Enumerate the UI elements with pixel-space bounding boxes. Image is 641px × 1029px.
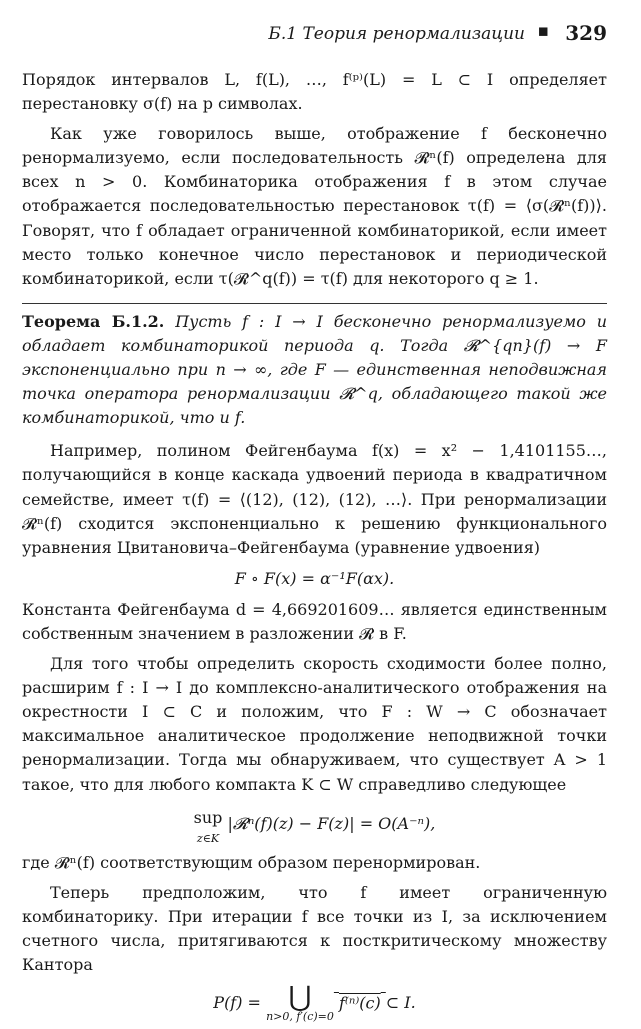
theorem-rule — [22, 303, 607, 304]
sup-operator — [194, 803, 223, 845]
section-title: Б.1 Теория ренормализации — [268, 24, 525, 44]
cantor-lhs: P(f) = — [213, 993, 261, 1013]
sup-subscript: z∈K — [196, 831, 220, 845]
closure-overline — [266, 980, 386, 1024]
theorem-statement: Пусть f : I → I бесконечно ренормализуемо и обладает комбинаторикой периода q. Тогда 𝓡^{qn}(f) → F экспоненциально при n → ∞, где F — единственная неподвижная точка оператора ренормализации 𝓡^q, обладающего такой же комбинаторикой, что и f. — [22, 311, 607, 428]
union-subscript: n>0, f′(c)=0 — [266, 1010, 334, 1024]
equation-doubling: F ∘ F(x) = α⁻¹F(αx). — [234, 568, 395, 588]
theorem-block — [22, 310, 607, 430]
theorem-heading: Теорема Б.1.2. — [22, 311, 165, 331]
running-header — [22, 18, 607, 48]
page-number: 329 — [565, 21, 607, 45]
paragraph-6: где 𝓡ⁿ(f) соответствующим образом перенормирован. — [22, 852, 481, 872]
equation-convergence — [22, 803, 607, 845]
paragraph-5: Для того чтобы определить скорость сходимости более полно, расширим f : I → I до комплексно-аналитического отображения на окрестности I ⊂ C и положим, что F : W → C обозначает максимальное аналитическое продолжение неподвижной точки ренормализации. Тогда мы обнаруживаем, что существует A > 1 такое, что для любого компакта K ⊂ W справедливо следующее — [22, 654, 607, 794]
union-operator — [266, 980, 334, 1024]
union-symbol: ⋃ — [288, 980, 312, 1014]
paragraph-3: Например, полином Фейгенбаума f(x) = x² − 1,4101155…, получающийся в конце каскада удвоений периода в квадратичном семействе, имеет τ(f) = ⟨(12), (12), (12), …⟩. При ренормализации 𝓡ⁿ(f) сходится экспоненциально к решению функционального уравнения Цвитановича–Фейгенбаума (уравнение удвоения) — [22, 441, 607, 557]
paragraph-2: Как уже говорилось выше, отображение f бесконечно ренормализуемо, если последовательность 𝓡ⁿ(f) определена для всех n > 0. Комбинаторика отображения f в этом случае отображается последовательностью перестановок τ(f) = ⟨σ(𝓡ⁿ(f))⟩. Говорят, что f обладает ограниченной комбинаторикой, если имеет место только конечное число перестановок и периодической комбинаторикой, если τ(𝓡^q(f)) = τ(f) для некоторого q ≥ 1. — [22, 124, 607, 288]
main-text — [22, 68, 607, 1029]
cantor-rhs: ⊂ I. — [385, 993, 416, 1013]
paragraph-4: Константа Фейгенбаума d = 4,669201609… является единственным собственным значением в разложении 𝓡 в F. — [22, 599, 607, 643]
paragraph-7: Теперь предположим, что f имеет ограниченную комбинаторику. При итерации f все точки из I, за исключением счетного числа, притягиваются к посткритическому множеству Кантора — [22, 882, 607, 974]
header-bullet-icon: ▪ — [537, 21, 549, 41]
sup-label: sup — [193, 807, 223, 827]
paragraph-1: Порядок интервалов L, f(L), …, f⁽ᵖ⁾(L) = L ⊂ I определяет перестановку σ(f) на p символах. — [22, 70, 607, 114]
convergence-expression: |𝓡ⁿ(f)(z) − F(z)| = O(A⁻ⁿ), — [227, 813, 436, 833]
union-term: f⁽ⁿ⁾(c) — [338, 993, 381, 1013]
equation-cantor-set — [22, 980, 607, 1024]
